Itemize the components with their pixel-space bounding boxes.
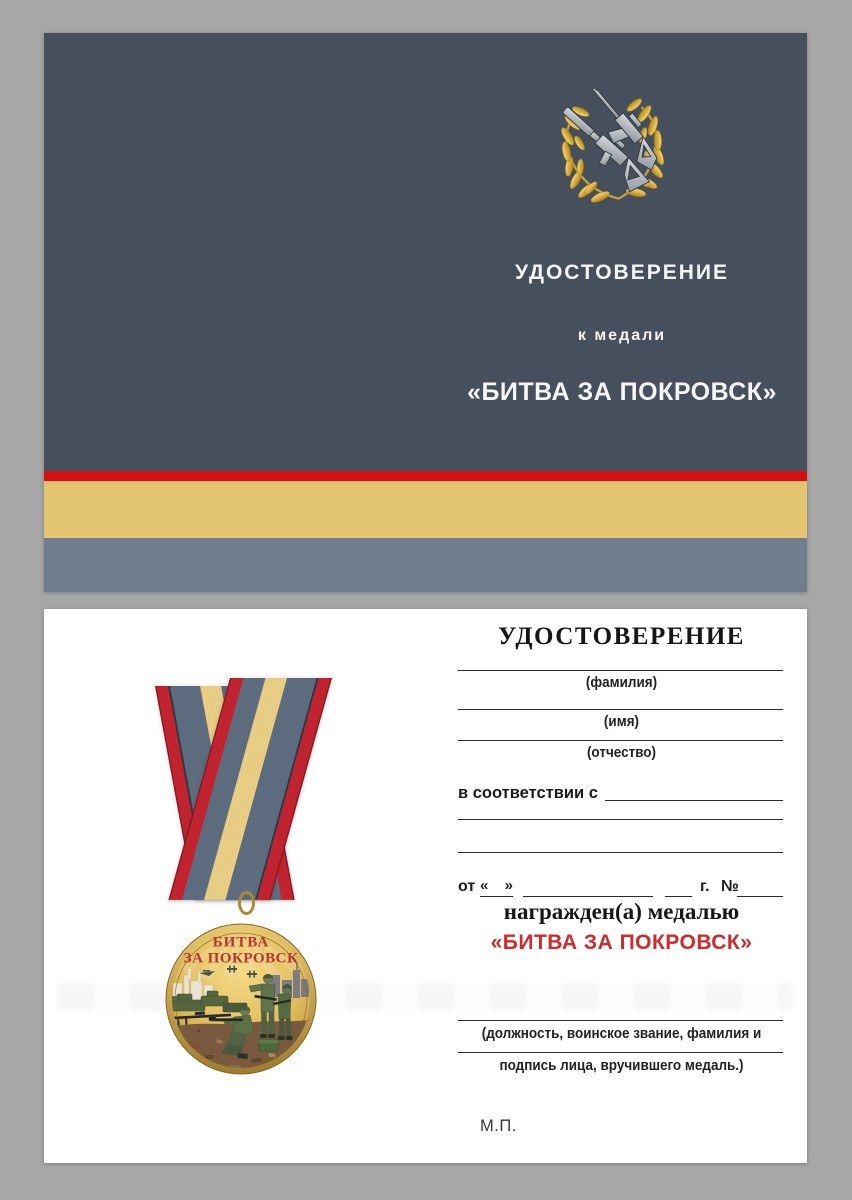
crossed-rifles-laurel-wreath-icon [541, 89, 703, 207]
signature-line-2 [458, 1052, 783, 1053]
certificate-inside-page [44, 609, 807, 1163]
patronymic-caption: (отчество) [586, 745, 657, 761]
page-title: УДОСТОВЕРЕНИЕ [498, 623, 745, 650]
certificate-cover [44, 33, 807, 592]
surname-line [458, 670, 783, 671]
cover-subtitle: к медали [577, 327, 667, 344]
quote-open: « [480, 877, 489, 894]
firstname-caption: (имя) [603, 714, 640, 730]
year-abbrev-label: г. [700, 878, 710, 895]
date-year-line [665, 876, 692, 897]
certificate-form [449, 623, 794, 1153]
blank-line-2 [458, 852, 783, 853]
accordance-row [458, 781, 783, 803]
patronymic-line [458, 740, 783, 741]
cover-content-column [443, 33, 801, 471]
date-day-line [480, 876, 513, 897]
cover-medal-name: «БИТВА ЗА ПОКРОВСК» [467, 378, 777, 406]
accordance-label: в соответствии с [458, 784, 598, 802]
medal-title-line1: БИТВА [212, 934, 270, 951]
stamp-placeholder: М.П. [480, 1117, 517, 1135]
quote-close: » [504, 877, 513, 894]
medal-title-line2: ЗА ПОКРОВСК [183, 950, 299, 967]
accordance-line [605, 800, 783, 801]
cover-red-stripe [44, 471, 807, 481]
document-number-line [737, 876, 783, 897]
cover-bottom-band [44, 538, 807, 592]
date-number-row [449, 876, 794, 900]
date-month-line [523, 876, 653, 897]
cover-gold-stripe [44, 481, 807, 538]
surname-caption: (фамилия) [585, 675, 658, 691]
cover-title: УДОСТОВЕРЕНИЕ [514, 261, 730, 284]
date-from-label: от [458, 878, 476, 895]
cover-front-panel [44, 33, 807, 471]
medal-suspension-ring [238, 891, 255, 915]
firstname-line [458, 709, 783, 710]
awarded-with-medal-text: награжден(а) медалью [503, 899, 740, 924]
number-sign-label: № [721, 878, 739, 895]
signature-caption-2: подпись лица, вручившего медаль.) [499, 1058, 744, 1074]
medal-name-red: «БИТВА ЗА ПОКРОВСК» [490, 931, 753, 954]
signature-line-1 [458, 1020, 783, 1021]
medal-with-ribbon [118, 678, 353, 1088]
medal-face [165, 923, 317, 1075]
signature-caption-1: (должность, воинское звание, фамилия и [481, 1026, 762, 1042]
blank-line-1 [458, 819, 783, 820]
